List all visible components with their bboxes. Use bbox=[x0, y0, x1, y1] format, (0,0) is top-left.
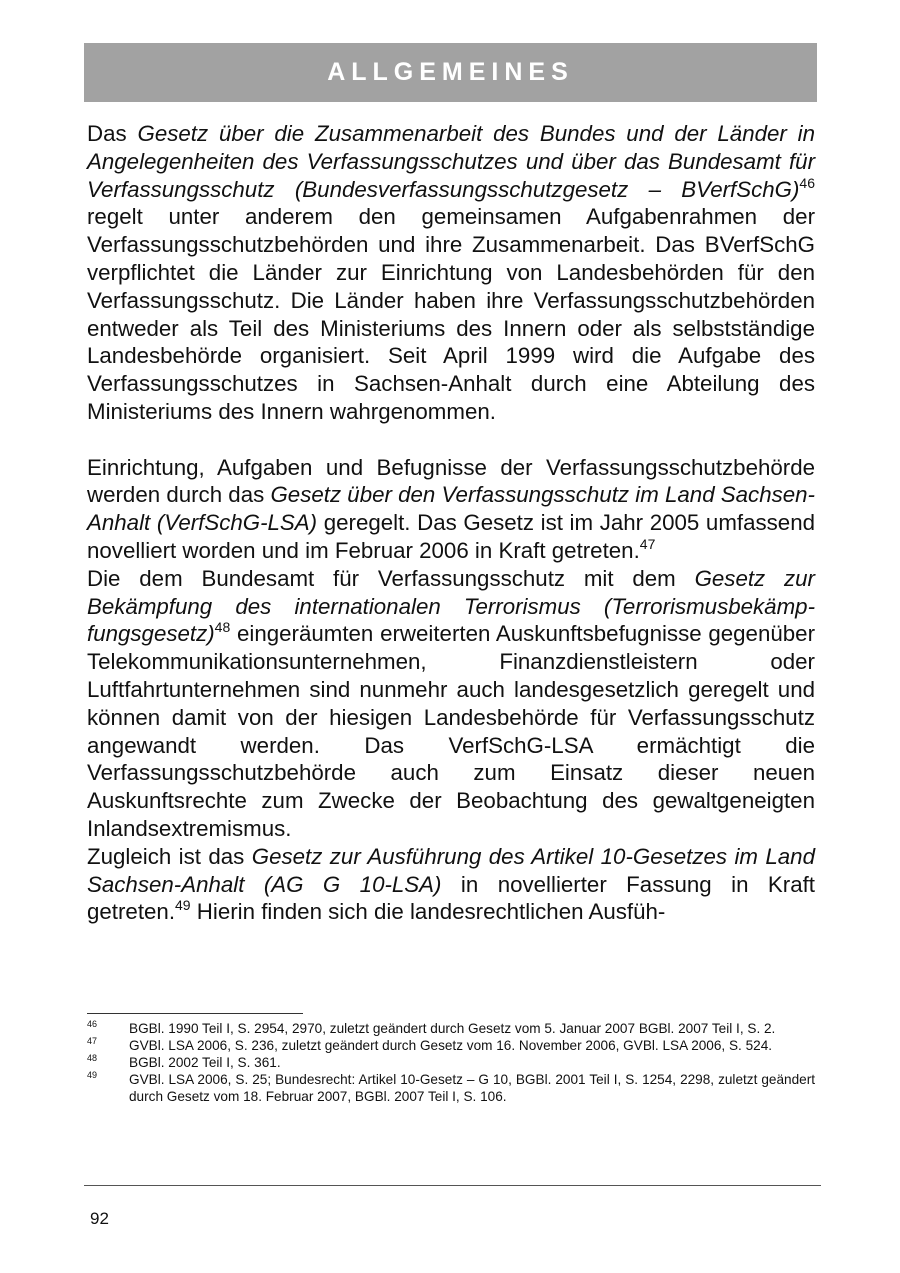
paragraph-4: Zugleich ist das Gesetz zur Ausführung des Artikel 10-Gesetzes im Land Sachsen-Anhalt (AG G 10-LSA) in novellierter Fassung in Kraft getreten.$^{49}$ Hierin finden sich die landesrechtlichen Ausfüh- bbox=[87, 843, 815, 925]
law-title-terrorismus: Gesetz zur Bekämpfung des internationalen Terrorismus (Terrorismusbekämpfungsgesetz) bbox=[87, 565, 815, 647]
footnote-item bbox=[87, 1054, 815, 1071]
footnote-number: 49 bbox=[87, 1070, 98, 1080]
footnote-item bbox=[87, 1037, 815, 1054]
footnote-text: GVBl. LSA 2006, S. 25; Bundesrecht: Artikel 10-Gesetz – G 10, BGBl. 2001 Teil I, S. 1254, 2298, zuletzt geändert durch Gesetz vom 18. Februar 2007, BGBl. 2007 Teil I, S. 106. bbox=[129, 1072, 815, 1104]
law-title-ag-g10: Gesetz zur Ausführung des Artikel 10-Gesetzes im Land Sachsen-Anhalt (AG G 10-LSA) bbox=[87, 843, 815, 897]
footnote-ref-47[interactable]: 47 bbox=[639, 535, 656, 552]
footnote-item bbox=[87, 1020, 815, 1037]
footnote-ref-48[interactable]: 48 bbox=[214, 619, 231, 636]
footnote-number: 46 bbox=[87, 1019, 98, 1029]
body-text bbox=[87, 120, 815, 926]
footnote-ref-46[interactable]: 46 bbox=[799, 174, 815, 191]
paragraph-2: Einrichtung, Aufgaben und Befugnisse der Verfassungsschutzbehörde werden durch das Gesetz über den Verfassungsschutz im Land Sachsen-Anhalt (VerfSchG-LSA) geregelt. Das Gesetz ist im Jahr 2005 umfassend novelliert worden und im Februar 2006 in Kraft getreten.$^{47}$ bbox=[87, 454, 815, 563]
footnote-text: GVBl. LSA 2006, S. 236, zuletzt geändert durch Gesetz vom 16. November 2006, GVBl. LSA 2006, S. 524. bbox=[129, 1038, 773, 1053]
footnote-number: 48 bbox=[87, 1053, 98, 1063]
footnote-item bbox=[87, 1071, 815, 1105]
footnote-text: BGBl. 2002 Teil I, S. 361. bbox=[129, 1055, 281, 1070]
section-title: ALLGEMEINES bbox=[327, 58, 574, 86]
footnote-ref-49[interactable]: 49 bbox=[175, 897, 191, 914]
footnotes bbox=[87, 1020, 815, 1105]
footnote-number: 47 bbox=[87, 1036, 98, 1046]
page-footer-rule bbox=[84, 1185, 821, 1186]
paragraph-1: Das Gesetz über die Zusammenarbeit des Bundes und der Länder in Angelegenheiten des Verfassungsschutzes und über das Bundesamt für Verfassungsschutz (Bundesverfassungsschutzgesetz – BVerfSchG)$^{46}$ regelt unter anderem den gemeinsamen Aufgabenrahmen der Verfassungsschutzbehörden und ihre Zusammenarbeit. Das BVerfSchG verpflichtet die Länder zur Einrichtung von Landesbehörden für den Verfassungsschutz. Die Länder haben ihre Verfassungsschutzbehörden entweder als Teil des Ministeriums des Innern oder als selbstständige Landesbehörde organisiert. Seit April 1999 wird die Aufgabe des Verfassungsschutzes in Sachsen-Anhalt durch eine Abteilung des Ministeriums des Innern wahrgenommen. bbox=[87, 121, 815, 424]
paragraph-3: Die dem Bundesamt für Verfassungsschutz mit dem Gesetz zur Bekämpfung des internationalen Terrorismus (Terrorismusbekämpfungsgesetz)$^{48}$ eingeräumten erweiterten Auskunftsbefugnisse gegenüber Telekommunikationsunternehmen, Finanzdienstleistern oder Luftfahrtunternehmen sind nunmehr auch landesgesetzlich geregelt und können damit von der hiesigen Landesbehörde für Verfassungsschutz angewandt werden. Das VerfSchG-LSA ermächtigt die Verfassungsschutzbehörde auch zum Einsatz dieser neuen Auskunftsrechte zum Zwecke der Beobachtung des gewaltgeneigten Inlandsextremismus. bbox=[87, 565, 815, 841]
footnote-separator bbox=[87, 1013, 303, 1014]
footnote-text: BGBl. 1990 Teil I, S. 2954, 2970, zuletzt geändert durch Gesetz vom 5. Januar 2007 BGBl. 2007 Teil I, S. 2. bbox=[129, 1021, 776, 1036]
section-header-bar bbox=[84, 43, 817, 102]
law-title-verfschg-lsa: Gesetz über den Verfassungsschutz im Land Sachsen-Anhalt (VerfSchG-LSA) bbox=[87, 482, 815, 536]
page-number: 92 bbox=[90, 1209, 109, 1228]
law-title-bverfschg: Gesetz über die Zusammenarbeit des Bundes und der Länder in Angelegenheiten des Verfassungsschutzes und über das Bundesamt für Verfassungsschutz (Bundesverfassungsschutzgesetz – BVerfSchG) bbox=[87, 121, 815, 202]
